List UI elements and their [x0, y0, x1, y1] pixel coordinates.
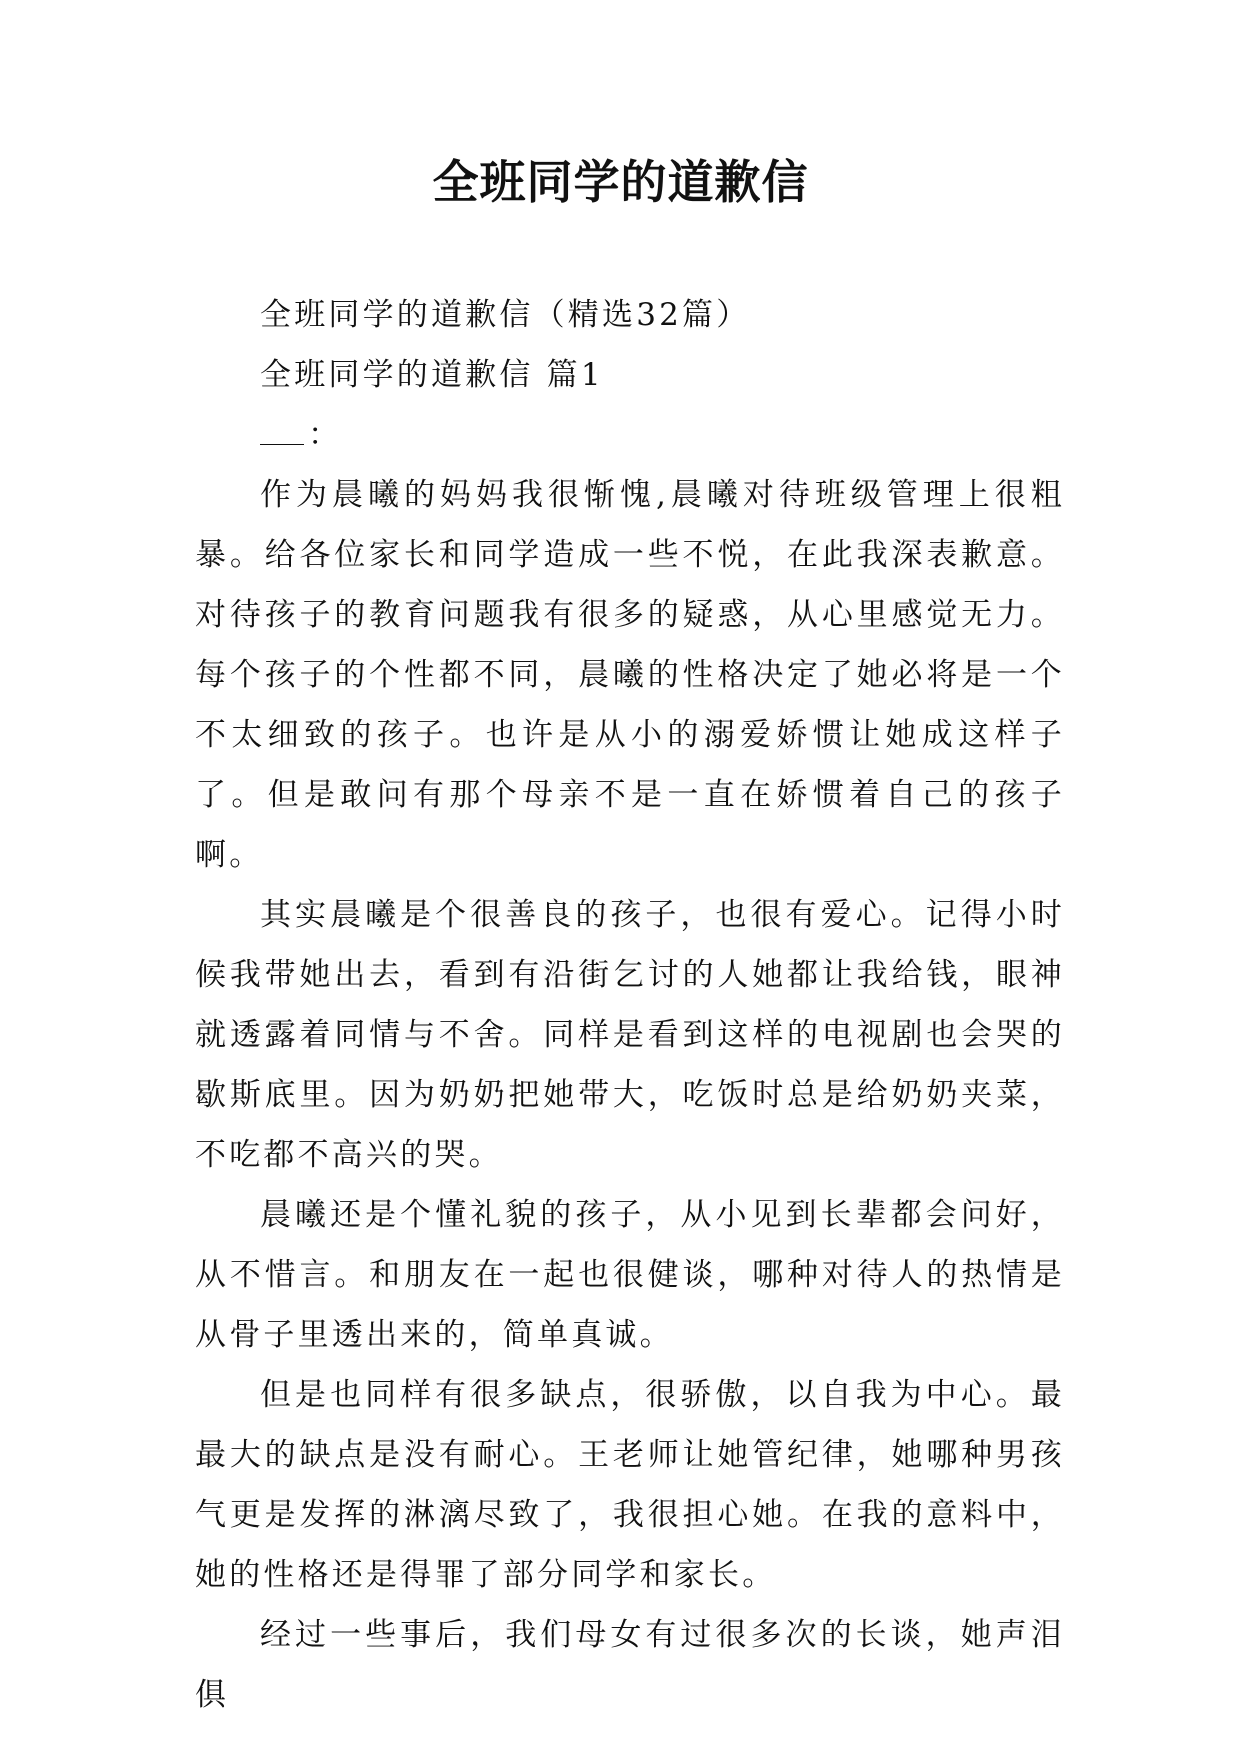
salutation-line — [195, 405, 1065, 465]
blank-underline — [260, 410, 304, 445]
document-subtitle: 全班同学的道歉信（精选32篇） — [260, 297, 751, 333]
section-heading: 全班同学的道歉信 篇1 — [260, 357, 604, 393]
paragraph-4: 但是也同样有很多缺点，很骄傲，以自我为中心。最最大的缺点是没有耐心。王老师让她管纪律，她哪种男孩气更是发挥的淋漓尽致了，我很担心她。在我的意料中，她的性格还是得罪了部分同学和家长。 — [195, 1377, 1065, 1593]
document-title: 全班同学的道歉信 — [432, 155, 809, 209]
paragraph-5: 经过一些事后，我们母女有过很多次的长谈，她声泪俱 — [195, 1617, 1065, 1713]
paragraph-2: 其实晨曦是个很善良的孩子，也很有爱心。记得小时候我带她出去，看到有沿街乞讨的人她都让我给钱，眼神就透露着同情与不舍。同样是看到这样的电视剧也会哭的歇斯底里。因为奶奶把她带大，吃饭时总是给奶奶夹菜，不吃都不高兴的哭。 — [195, 897, 1065, 1173]
paragraph-1: 作为晨曦的妈妈我很惭愧,晨曦对待班级管理上很粗暴。给各位家长和同学造成一些不悦，在此我深表歉意。对待孩子的教育问题我有很多的疑惑，从心里感觉无力。每个孩子的个性都不同，晨曦的性格决定了她必将是一个不太细致的孩子。也许是从小的溺爱娇惯让她成这样子了。但是敢问有那个母亲不是一直在娇惯着自己的孩子啊。 — [195, 477, 1065, 873]
paragraph-3: 晨曦还是个懂礼貌的孩子，从小见到长辈都会问好，从不惜言。和朋友在一起也很健谈，哪种对待人的热情是从骨子里透出来的，简单真诚。 — [195, 1197, 1065, 1353]
salutation-colon: ： — [308, 417, 343, 453]
document-body — [195, 285, 1065, 1725]
